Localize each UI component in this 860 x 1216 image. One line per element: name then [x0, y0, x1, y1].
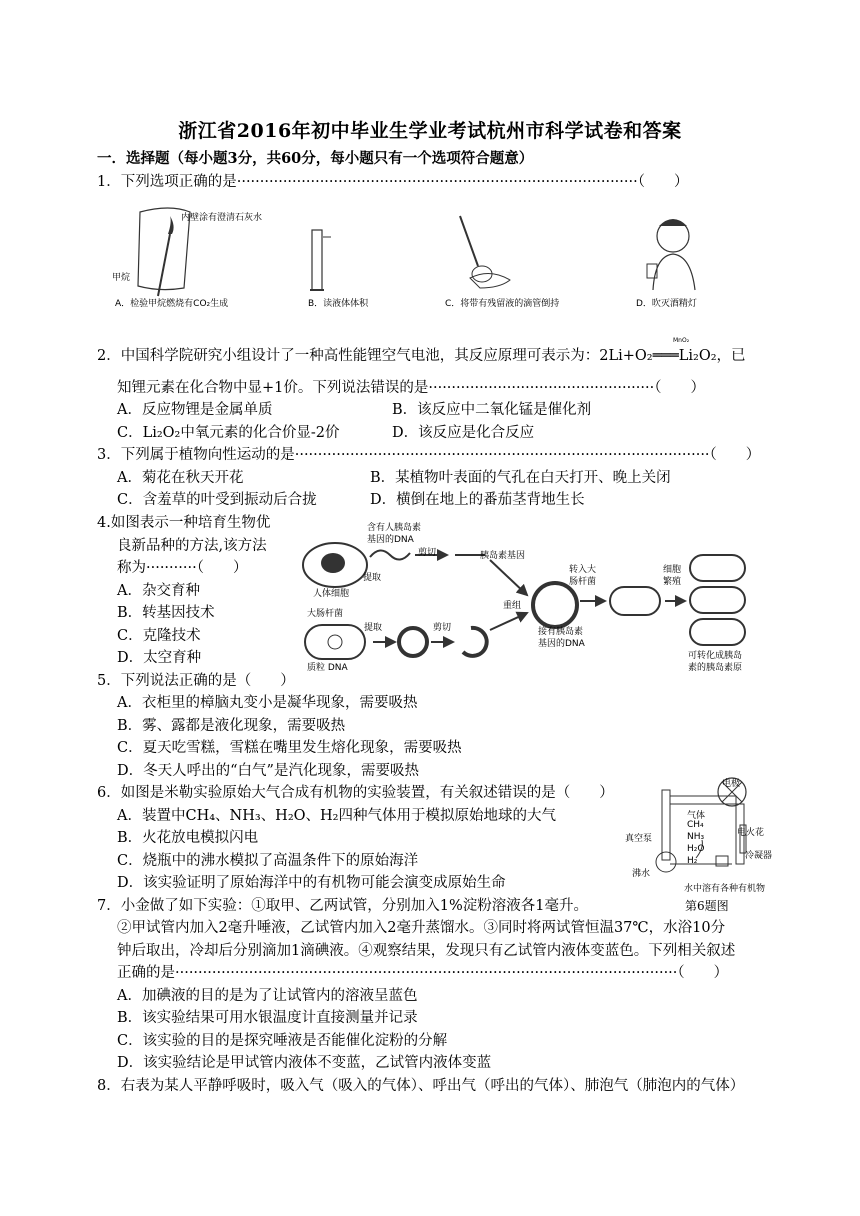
q4-option-a: A．杂交育种 [117, 583, 200, 599]
q3-stem: 3．下列属于植物向性运动的是··························································································（ ） [97, 447, 761, 463]
q1-caption-b: B．读液体体积 [308, 299, 369, 309]
q6-label-h2: H₂ [687, 856, 698, 866]
q6-option-d: D．该实验证明了原始海洋中的有机物可能会演变成原始生命 [117, 875, 506, 891]
q4-stem-2: 良新品种的方法,该方法 [117, 538, 267, 554]
q7-option-d: D．该实验结论是甲试管内液体不变蓝，乙试管内液体变蓝 [117, 1055, 492, 1071]
q4-label-recombined-dna-2: 基因的DNA [538, 639, 585, 649]
q2-option-a: A．反应物锂是金属单质 [117, 402, 273, 418]
q4-label-extract-2: 提取 [364, 623, 383, 633]
q7-line-3: 钟后取出，冷却后分别滴加1滴碘液。④观察结果，发现只有乙试管内液体变蓝色。下列相关叙述 [117, 943, 736, 959]
q1-caption-c: C．将带有残留液的滴管倒持 [445, 299, 560, 309]
q4-option-b: B．转基因技术 [117, 605, 215, 621]
q6-option-a: A．装置中CH₄、NH₃、H₂O、H₂四种气体用于模拟原始地球的大气 [117, 808, 556, 824]
q6-stem: 6．如图是米勒实验原始大气合成有机物的实验装置，有关叙述错误的是（ ） [97, 785, 614, 801]
q5-option-a: A．衣柜里的樟脑丸变小是凝华现象，需要吸热 [117, 695, 418, 711]
q6-label-pump: 真空泵 [625, 834, 653, 844]
q4-stem-3: 称为···········（ ） [117, 560, 248, 576]
q4-option-d: D．太空育种 [117, 650, 202, 666]
q2-stem-2: 知锂元素在化合物中显+1价。下列说法错误的是·················································（ ） [117, 380, 705, 396]
q6-label-condenser: 冷凝器 [745, 851, 773, 861]
q2-catalyst: MnO₂ [673, 337, 690, 344]
q4-label-into-2: 肠杆菌 [569, 577, 597, 587]
q1-figure-b-cylinder [305, 225, 335, 295]
q2-option-c: C．Li₂O₂中氧元素的化合价显-2价 [117, 425, 340, 441]
q5-option-d: D．冬天人呼出的“白气”是汽化现象，需要吸热 [117, 763, 419, 779]
q6-miller-apparatus [622, 770, 812, 880]
q8-stem: 8．右表为某人平静呼吸时，吸入气（吸入的气体）、呼出气（呼出的气体）、肺泡气（肺泡内的气体） [97, 1078, 745, 1094]
q4-label-proliferate: 细胞 [663, 565, 682, 575]
q6-option-b: B．火花放电模拟闪电 [117, 830, 259, 846]
q4-label-plasmid: 质粒 DNA [307, 663, 348, 673]
q4-option-c: C．克隆技术 [117, 628, 201, 644]
q4-label-human-dna: 含有人胰岛素 [367, 523, 422, 533]
q7-line-1: 7．小金做了如下实验：①取甲、乙两试管，分别加入1%淀粉溶液各1毫升。 [97, 898, 588, 914]
q4-label-cut-1: 剪切 [418, 548, 437, 558]
q6-label-electrode: 电极 [722, 779, 741, 789]
q2-option-d: D．该反应是化合反应 [392, 425, 535, 441]
q4-label-recombine: 重组 [503, 601, 522, 611]
q6-label-nh3: NH₃ [687, 832, 705, 842]
q6-label-gas: 气体 [687, 811, 706, 821]
q6-label-organic: 水中溶有各种有机物 [684, 884, 766, 894]
q4-label-proliferate-2: 繁殖 [663, 577, 682, 587]
q6-label-h2o: H₂O [687, 844, 705, 854]
q4-label-insulin-gene: 胰岛素基因 [480, 551, 526, 561]
q7-option-c: C．该实验的目的是探究唾液是否能催化淀粉的分解 [117, 1033, 448, 1049]
q3-option-d: D．横倒在地上的番茄茎背地生长 [370, 492, 585, 508]
q4-label-extract-1: 提取 [363, 573, 382, 583]
q3-option-a: A．菊花在秋天开花 [117, 470, 244, 486]
q4-label-cut-2: 剪切 [433, 623, 452, 633]
q7-option-a: A．加碘液的目的是为了让试管内的溶液呈蓝色 [117, 988, 418, 1004]
q1-caption-a: A．检验甲烷燃烧有CO₂生成 [115, 299, 229, 309]
q1-label-wall: 内壁涂有澄清石灰水 [181, 213, 263, 223]
q3-option-b: B．某植物叶表面的气孔在白天打开、晚上关闭 [370, 470, 671, 486]
q2-option-b: B．该反应中二氧化锰是催化剂 [392, 402, 592, 418]
q4-label-human-dna-2: 基因的DNA [367, 535, 414, 545]
q6-figure-caption: 第6题图 [685, 899, 729, 913]
q1-stem: 1．下列选项正确的是·······················································································（ ） [97, 174, 689, 190]
q4-label-into: 转入大 [569, 565, 597, 575]
q3-option-c: C．含羞草的叶受到振动后合拢 [117, 492, 317, 508]
q4-label-result: 可转化成胰岛 [688, 651, 743, 661]
q1-caption-d: D．吹灭酒精灯 [636, 299, 697, 309]
q7-line-2: ②甲试管内加入2毫升唾液，乙试管内加入2毫升蒸馏水。③同时将两试管恒温37℃，水浴10分 [117, 920, 726, 936]
q4-label-result-2: 素的胰岛素原 [688, 663, 743, 673]
q7-option-b: B．该实验结果可用水银温度计直接测量并记录 [117, 1010, 418, 1026]
q5-option-c: C．夏天吃雪糕，雪糕在嘴里发生熔化现象，需要吸热 [117, 740, 462, 756]
q1-figure-c-dropper [440, 208, 530, 293]
q4-label-ecoli: 大肠杆菌 [307, 609, 344, 619]
q6-label-boiling: 沸水 [632, 869, 651, 879]
q5-option-b: B．雾、露都是液化现象，需要吸热 [117, 718, 346, 734]
q6-label-spark: 电火花 [737, 828, 765, 838]
q6-label-ch4: CH₄ [687, 820, 704, 830]
q5-stem: 5．下列说法正确的是（ ） [97, 673, 295, 689]
section-heading: 一．选择题（每小题3分，共60分，每小题只有一个选项符合题意） [97, 150, 534, 167]
q6-option-c: C．烧瓶中的沸水模拟了高温条件下的原始海洋 [117, 853, 419, 869]
q2-stem-1: 2．中国科学院研究小组设计了一种高性能锂空气电池，其反应原理可表示为：2Li+O₂═══Li₂O₂，已 [97, 348, 746, 364]
q1-label-methane: 甲烷 [112, 273, 131, 283]
q7-line-4: 正确的是·············································································································（ ） [117, 965, 729, 981]
q1-figure-d-person [635, 212, 705, 292]
q4-label-human-cell: 人体细胞 [313, 589, 350, 599]
page-title: 浙江省2016年初中毕业生学业考试杭州市科学试卷和答案 [178, 120, 682, 142]
q4-label-recombined-dna: 接有胰岛素 [538, 627, 584, 637]
q4-stem-1: 4.如图表示一种培育生物优 [97, 515, 271, 531]
